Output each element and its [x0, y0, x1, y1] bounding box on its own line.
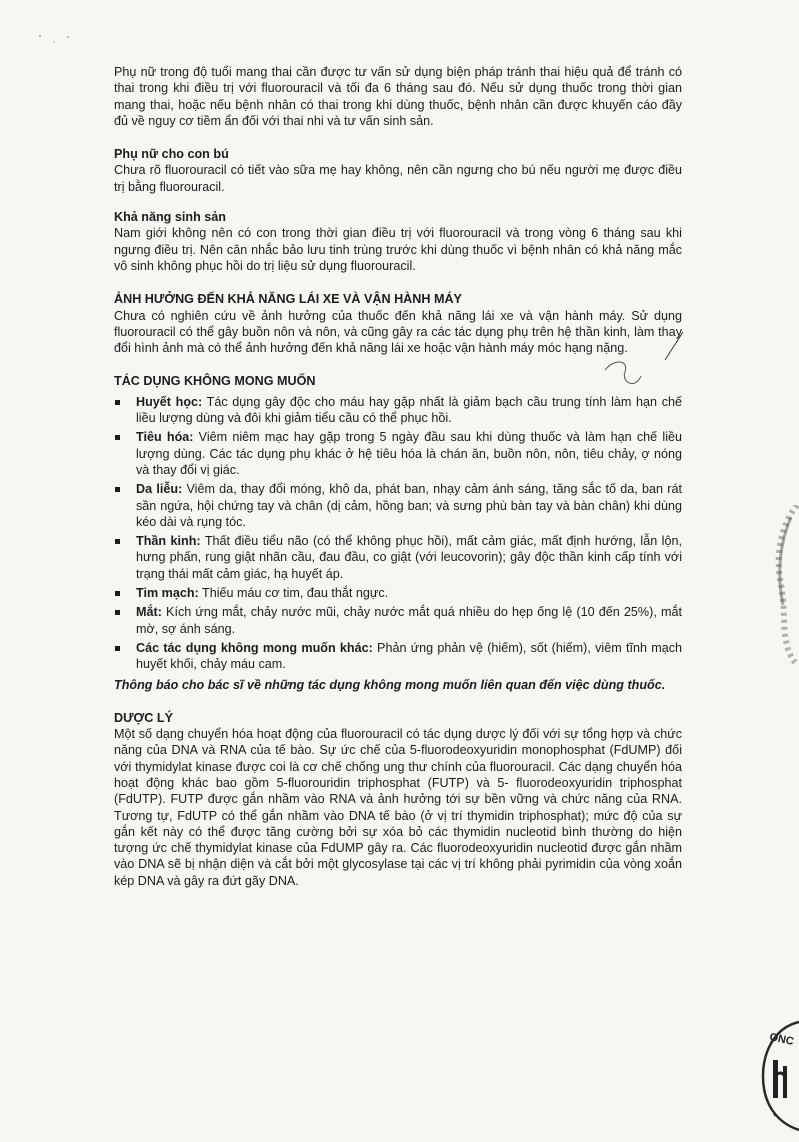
bullet-icon: [115, 610, 120, 615]
adverse-effects-notice: Thông báo cho bác sĩ về những tác dụng không mong muốn liên quan đến việc dùng thuốc.: [114, 677, 666, 692]
item-text: Phản ứng phản vệ (hiếm), sốt (hiếm), viêm tĩnh mạch huyết khối, chảy máu cam.: [136, 640, 683, 672]
adverse-effects-list: [114, 394, 682, 673]
breastfeeding-heading: Phụ nữ cho con bú: [114, 147, 229, 162]
partial-seal-mark: [761, 505, 799, 665]
bullet-icon: [115, 591, 120, 596]
bullet-icon: [115, 487, 120, 492]
pen-annotation-mark: [595, 330, 690, 400]
item-text: Kích ứng mắt, chảy nước mũi, chảy nước mắt quá nhiều do hẹp ống lệ (10 đến 25%), mắt mờ, sợ ánh sáng.: [136, 605, 682, 636]
svg-text:ONC: ONC: [768, 1031, 795, 1049]
list-item: [114, 481, 682, 530]
bullet-icon: [115, 435, 120, 440]
item-text: Thất điều tiểu não (có thể không phục hồi), mất cảm giác, mất định hướng, lẫn lộn, hưng phấn, rung giật nhãn cầu, đau đầu, co giật (với leucovorin); gây độc thần kinh cấp tính với trạng thái mất cảm giác, hạ huyết áp.: [136, 534, 682, 581]
fertility-heading: Khả năng sinh sản: [114, 210, 226, 225]
bullet-icon: [115, 400, 120, 405]
item-label: Tim mạch:: [136, 586, 199, 601]
list-item: [114, 429, 682, 478]
list-item: [114, 585, 682, 601]
pharmacology-text: Một số dạng chuyển hóa hoạt động của fluorouracil có tác dụng dược lý đối với sự tổng hợp và chức năng của DNA và RNA của tế bào. Sự ức chế của 5-fluorodeoxyuridin monophosphat (FdUMP) đối với thymidylat kinase được coi là cơ chế chống ung thư chính của fluorouracil. Các dạng chuyển hóa hoạt động khác bao gồm 5-fluorouridin triphosphat (FUTP) và 5- fluorodeoxyuridin triphosphat (FdUTP). FUTP được gắn nhầm vào RNA và ảnh hưởng tới sự bền vững và chức năng của RNA. Tương tự, FdUTP có thể gắn nhầm vào DNA tế bào (ở vị trí thymidin triphosphat); mức độ của sự gắn kết này có thể được tăng cường bởi sự xóa bỏ các thymidin nucleotid bình thường do hiện tượng ức chế thymidylat kinase của FdUMP gây ra. Các fluorodeoxyuridin nucleotid được gắn nhầm vào DNA sẽ bị nhận diện và cắt bởi một glycosylase tại các vị trí không phải pyrimidin của vòng xoắn kép DNA và gây ra đứt gãy DNA.: [114, 727, 682, 888]
fertility-text: Nam giới không nên có con trong thời gian điều trị với fluorouracil và trong vòng 6 tháng sau khi ngưng điều trị. Nên cân nhắc bảo lưu tinh trùng trước khi dùng thuốc vì bệnh nhân có khả năng mắc vô sinh không phục hồi do trị liệu sử dụng fluorouracil.: [114, 226, 682, 273]
driving-heading: ẢNH HƯỞNG ĐẾN KHẢ NĂNG LÁI XE VÀ VẬN HÀNH MÁY: [114, 292, 462, 307]
company-stamp: [755, 1014, 799, 1134]
item-label: Huyết học:: [136, 394, 203, 409]
list-item: [114, 533, 682, 582]
document-page: [114, 64, 682, 889]
scan-speck: [30, 28, 80, 48]
item-text: Viêm da, thay đổi móng, khô da, phát ban, nhạy cảm ánh sáng, tăng sắc tố da, ban rát sần ngứa, hội chứng tay và chân (dị cảm, hồng ban; và sưng phù bàn tay và bàn chân) khi dùng kéo dài và rụng tóc.: [136, 482, 682, 529]
breastfeeding-text: Chưa rõ fluorouracil có tiết vào sữa mẹ hay không, nên cần ngưng cho bú nếu người mẹ được điều trị bằng fluorouracil.: [114, 163, 682, 194]
pregnancy-paragraph: Phụ nữ trong độ tuổi mang thai cần được tư vấn sử dụng biện pháp tránh thai hiệu quả để tránh có thai trong khi điều trị với fluorouracil và tối đa 6 tháng sau đó. Nếu sử dụng thuốc trong thời gian mang thai, hoặc nếu bệnh nhân có thai trong khi dùng thuốc, bệnh nhân cần được khuyến cáo đầy đủ về nguy cơ tiềm ẩn đối với thai nhi và tư vấn sinh sản.: [114, 65, 682, 128]
item-label: Thần kinh:: [136, 534, 201, 549]
list-item: [114, 640, 682, 673]
item-label: Da liễu:: [136, 482, 183, 497]
bullet-icon: [115, 539, 120, 544]
item-text: Viêm niêm mạc hay gặp trong 5 ngày đầu sau khi dùng thuốc và làm hạn chế liều lượng dùng. Các tác dụng phụ khác ở hệ tiêu hóa là chán ăn, buồn nôn, nôn, tiêu chảy, ợ nóng và thay đổi vị giác.: [136, 430, 683, 477]
item-text: Tác dụng gây độc cho máu hay gặp nhất là giảm bạch cầu trung tính làm hạn chế liều lượng dùng và đôi khi giảm tiểu cầu có thể phục hồi.: [136, 394, 682, 426]
item-text: Thiếu máu cơ tim, đau thắt ngực.: [198, 586, 389, 601]
item-label: Các tác dụng không mong muốn khác:: [136, 640, 373, 655]
pharmacology-heading: DƯỢC LÝ: [114, 710, 173, 725]
bullet-icon: [115, 646, 120, 651]
driving-text: Chưa có nghiên cứu về ảnh hưởng của thuốc đến khả năng lái xe và vận hành máy. Sử dụng fluorouracil có thể gây buồn nôn và nôn, và cũng gây ra các tác dụng phụ trên hệ thần kinh, làm thay đổi hình ảnh mà có thể ảnh hưởng đến khả năng lái xe hoặc vận hành máy móc hạng nặng.: [114, 308, 682, 356]
svg-text:*: *: [773, 1112, 777, 1123]
item-label: Mắt:: [136, 605, 162, 620]
adverse-effects-heading: TÁC DỤNG KHÔNG MONG MUỐN: [114, 374, 316, 389]
list-item: [114, 604, 682, 637]
item-label: Tiêu hóa:: [136, 430, 194, 445]
